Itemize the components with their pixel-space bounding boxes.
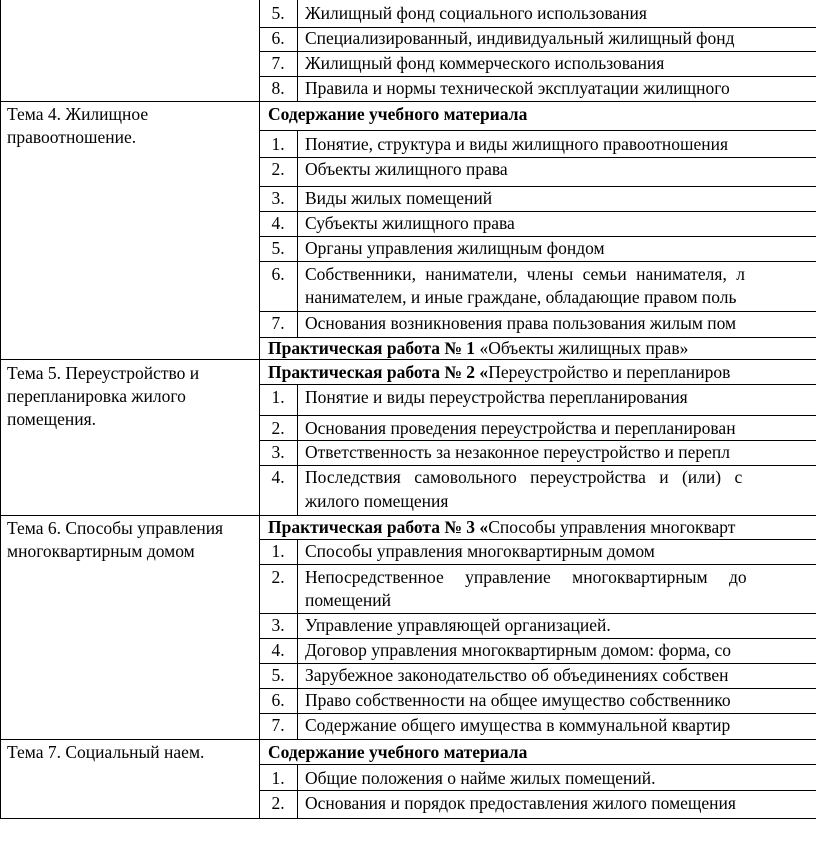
item-number: 1.: [271, 387, 285, 407]
item-text: Собственники, наниматели, члены семьи нанимателя, л: [305, 264, 745, 284]
item-number: 1.: [271, 541, 285, 561]
item-number: 7.: [271, 53, 285, 73]
practical-work: Практическая работа № 1 «Объекты жилищных прав»: [268, 338, 689, 358]
number-column-divider: [297, 384, 298, 515]
item-text: Понятие, структура и виды жилищного правоотношения: [305, 134, 729, 154]
section-header: Содержание учебного материала: [268, 742, 528, 762]
item-number: 1.: [271, 134, 285, 154]
item-text: Органы управления жилищным фондом: [305, 238, 605, 258]
item-text: Понятие и виды переустройства перепланирования: [305, 387, 688, 407]
item-number: 7.: [271, 313, 285, 333]
row-divider: [259, 130, 816, 131]
item-text: Объекты жилищного права: [305, 159, 508, 179]
item-text: Способы управления многоквартирным домом: [305, 541, 655, 561]
item-text: Жилищный фонд коммерческого использования: [305, 53, 665, 73]
row-divider: [259, 384, 816, 385]
item-number: 6.: [271, 28, 285, 48]
item-text: Основания проведения переустройства и перепланирован: [305, 418, 736, 438]
item-number: 6.: [271, 264, 285, 284]
item-text: Право собственности на общее имущество собственнико: [305, 690, 731, 710]
item-number: 3.: [271, 442, 285, 462]
number-column-divider: [297, 130, 298, 337]
item-text: Основания возникновения права пользования жилым пом: [305, 313, 737, 333]
section-header: Содержание учебного материала: [268, 104, 528, 124]
item-text: Договор управления многоквартирным домом: форма, со: [305, 640, 732, 660]
item-text-continued: жилого помещения: [305, 491, 449, 511]
item-number: 2.: [271, 159, 285, 179]
item-number: 5.: [271, 665, 285, 685]
item-text-continued: помещений: [305, 590, 391, 610]
item-number: 4.: [271, 640, 285, 660]
item-number: 3.: [271, 615, 285, 635]
practical-work: Практическая работа № 2 «Переустройство и перепланиров: [268, 362, 731, 382]
item-number: 7.: [271, 715, 285, 735]
item-text: Зарубежное законодательство об объединениях собствен: [305, 665, 729, 685]
item-number: 2.: [271, 418, 285, 438]
item-text: Виды жилых помещений: [305, 188, 493, 208]
item-text: Непосредственное управление многоквартирным до: [305, 567, 747, 587]
item-number: 3.: [271, 188, 285, 208]
item-text: Правила и нормы технической эксплуатации жилищного: [305, 78, 730, 98]
item-number: 2.: [271, 793, 285, 813]
item-text-continued: нанимателем, и иные граждане, обладающие правом поль: [305, 287, 737, 307]
practical-work: Практическая работа № 3 «Способы управления многокварт: [268, 517, 736, 537]
row-divider: [259, 564, 816, 565]
row-divider: [259, 764, 816, 765]
item-text: Ответственность за незаконное переустройство и перепл: [305, 442, 731, 462]
number-column-divider: [297, 764, 298, 818]
table-border-left: [0, 0, 1, 818]
row-divider: [259, 261, 816, 262]
item-text: Субъекты жилищного права: [305, 213, 515, 233]
item-number: 8.: [271, 78, 285, 98]
item-text: Последствия самовольного переустройства и (или) с: [305, 467, 743, 487]
table-border-bottom: [0, 818, 816, 819]
topic-title: Тема 4. Жилищное правоотношение.: [7, 104, 149, 147]
row-divider: [259, 790, 816, 791]
item-text: Управление управляющей организацией.: [305, 615, 611, 635]
row-divider: [0, 101, 816, 102]
number-column-divider: [297, 539, 298, 739]
item-number: 2.: [271, 567, 285, 587]
row-divider: [0, 739, 816, 740]
item-text: Специализированный, индивидуальный жилищный фонд: [305, 28, 735, 48]
row-divider: [259, 415, 816, 416]
topic-title: Тема 6. Способы управления многоквартирным домом: [7, 518, 224, 561]
item-text: Жилищный фонд социального использования: [305, 3, 647, 23]
item-number: 6.: [271, 690, 285, 710]
item-number: 4.: [271, 213, 285, 233]
item-text: Содержание общего имущества в коммунальной квартир: [305, 715, 731, 735]
item-text: Общие положения о найме жилых помещений.: [305, 768, 656, 788]
topic-title: Тема 7. Социальный наем.: [7, 742, 205, 762]
item-number: 1.: [271, 768, 285, 788]
item-number: 4.: [271, 467, 285, 487]
item-number: 5.: [271, 238, 285, 258]
topic-title: Тема 5. Переустройство и перепланировка жилого помещения.: [7, 363, 200, 429]
item-text: Основания и порядок предоставления жилого помещения: [305, 793, 736, 813]
item-number: 5.: [271, 3, 285, 23]
